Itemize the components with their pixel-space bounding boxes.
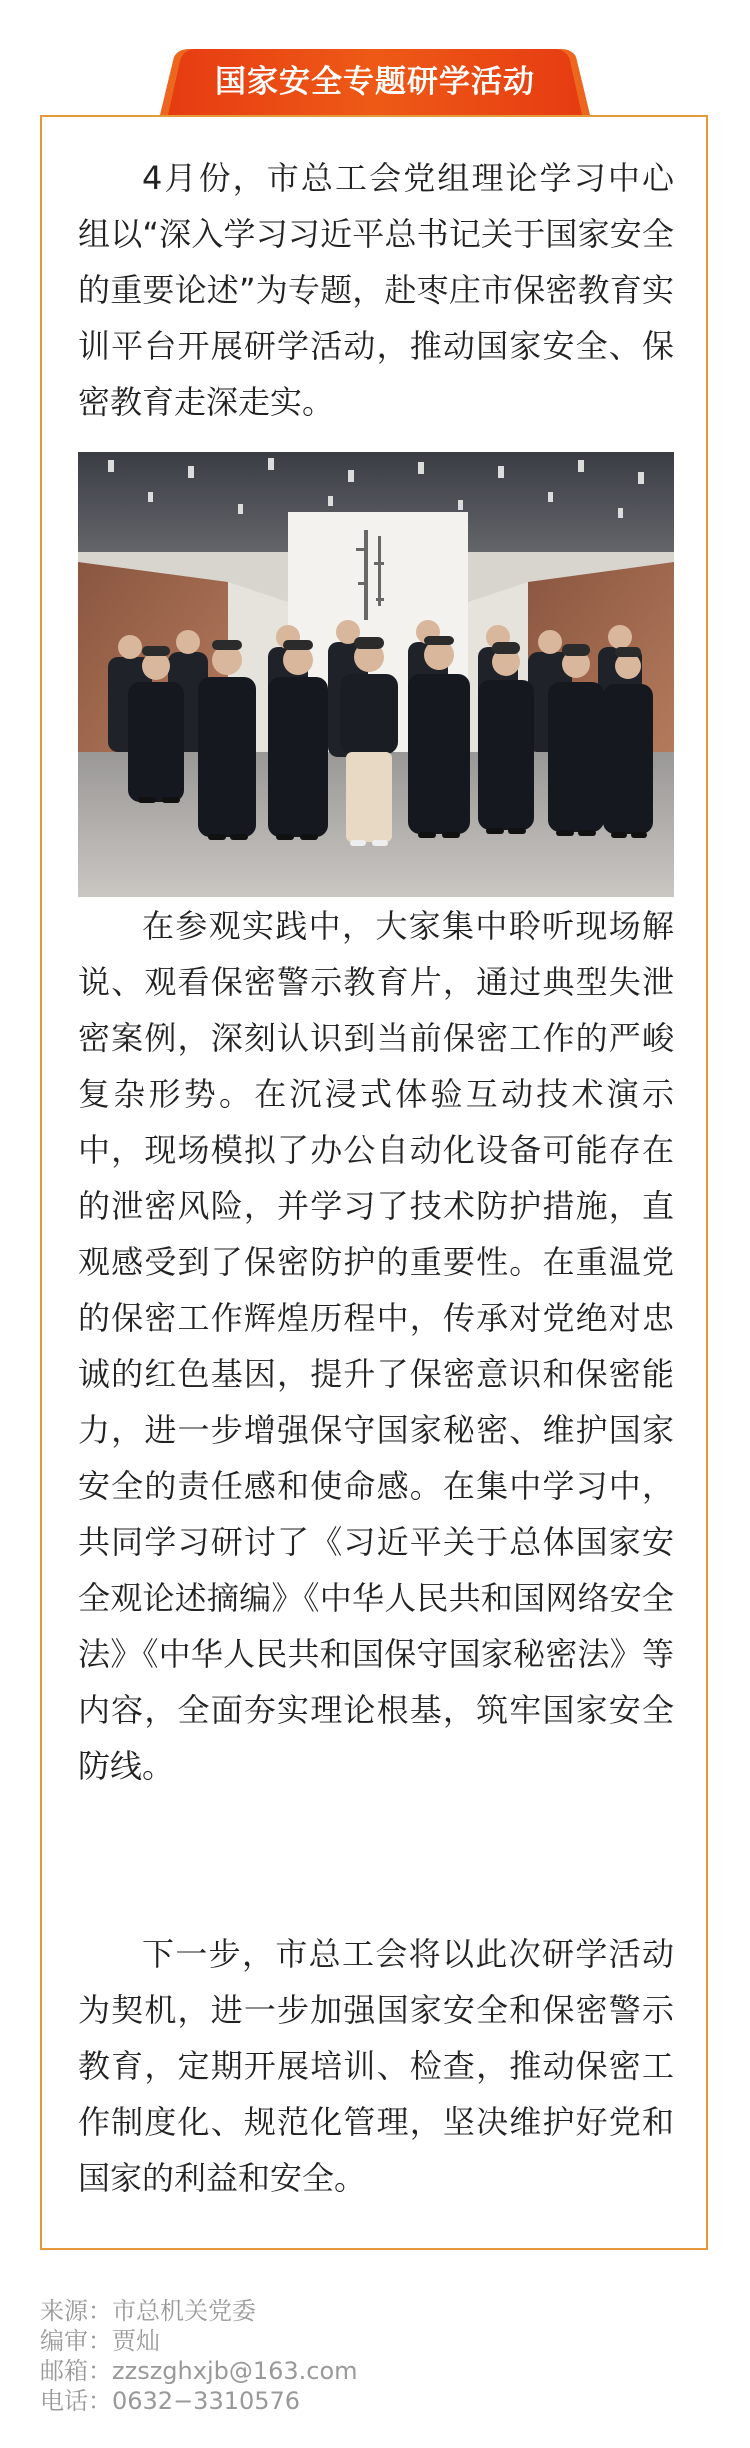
credit-phone: 电话：0632−3310576 [40,2387,301,2415]
credit-source: 来源：市总机关党委 [40,2297,256,2325]
article-paragraph-1: 4月份，市总工会党组理论学习中心组以“深入学习习近平总书记关于国家安全的重要论述”为专题，赴枣庄市保密教育实训平台开展研学活动，推动国家安全、保密教育走深走实。 [78,159,674,421]
section-header [160,49,590,115]
credit-email: 邮箱：zzszghxjb@163.com [40,2357,358,2385]
group-photo [78,452,674,897]
section-title: 国家安全专题研学活动 [215,64,535,100]
credits [40,2296,358,2416]
article-paragraph-3: 下一步，市总工会将以此次研学活动为契机，进一步加强国家安全和保密警示教育，定期开展培训、检查，推动保密工作制度化、规范化管理，坚决维护好党和国家的利益和安全。 [78,1935,674,2197]
credit-editor: 编审：贾灿 [40,2327,160,2355]
article-paragraph-2: 在参观实践中，大家集中聆听现场解说、观看保密警示教育片，通过典型失泄密案例，深刻认识到当前保密工作的严峻复杂形势。在沉浸式体验互动技术演示中，现场模拟了办公自动化设备可能存在的泄密风险，并学习了技术防护措施，直观感受到了保密防护的重要性。在重温党的保密工作辉煌历程中，传承对党绝对忠诚的红色基因，提升了保密意识和保密能力，进一步增强保守国家秘密、维护国家安全的责任感和使命感。在集中学习中，共同学习研讨了《习近平关于总体国家安全观论述摘编》《中华人民共和国网络安全法》《中华人民共和国保守国家秘密法》等内容，全面夯实理论根基，筑牢国家安全防线。 [78,907,674,1785]
